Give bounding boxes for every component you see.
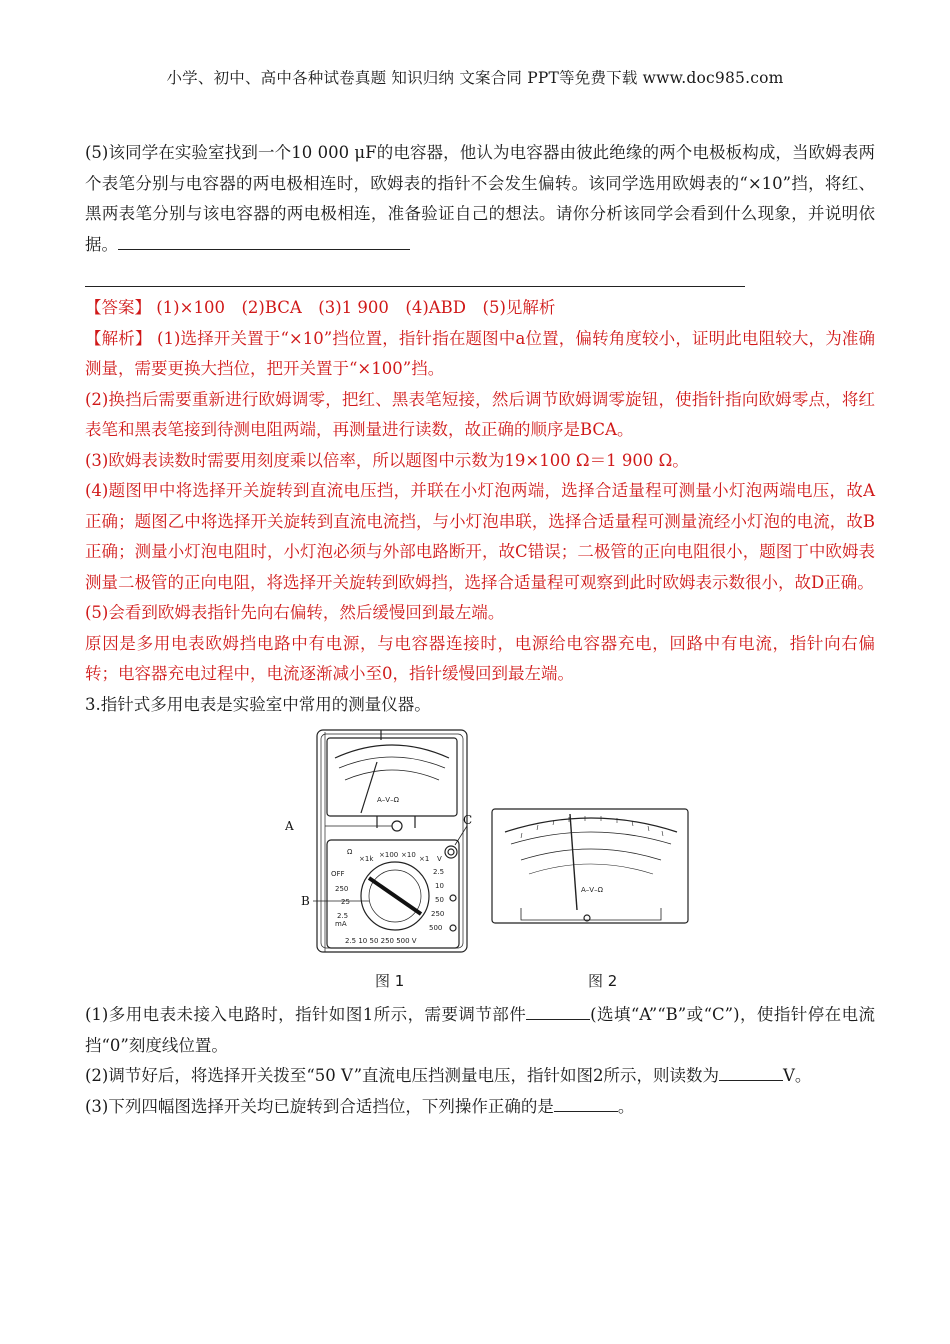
analysis-text-1: (1)选择开关置于“×10”挡位置，指针指在题图中a位置，偏转角度较小，证明此电阻较大，为准确测量，需要更换大挡位，把开关置于“×100”挡。 <box>85 328 875 378</box>
dial-label-250ma: 250 <box>335 885 349 893</box>
blank-2[interactable] <box>719 1062 783 1081</box>
dial-label-ma: mA <box>335 920 347 928</box>
sub-question-3 <box>85 1092 875 1123</box>
sub-question-1 <box>85 1000 875 1061</box>
dial-label-10v: 10 <box>435 882 444 890</box>
figure-1-caption: 图 1 <box>375 972 405 990</box>
answer-text: (1)×100 (2)BCA (3)1 900 (4)ABD (5)见解析 <box>156 298 556 317</box>
analysis-label: 【解析】 <box>85 328 152 348</box>
analysis-p4: (4)题图甲中将选择开关旋转到直流电压挡，并联在小灯泡两端，选择合适量程可测量小灯泡两端电压，故A正确；题图乙中将选择开关旋转到直流电流挡，与小灯泡串联，选择合适量程可测量流经小灯泡的电流，故B正确；测量小灯泡电阻时，小灯泡必须与外部电路断开，故C错误；二极管的正向电阻很小，题图丁中欧姆表测量二极管的正向电阻，将选择开关旋转到欧姆挡，选择合适量程可观察到此时欧姆表示数很小，故D正确。 <box>85 481 875 592</box>
question-5-text: (5)该同学在实验室找到一个10 000 μF的电容器，他认为电容器由彼此绝缘的两个电极板构成，当欧姆表两个表笔分别与电容器的两电极相连时，欧姆表的指针不会发生偏转。该同学选用欧姆表的“×10”挡，将红、黑两表笔分别与该电容器的两电极相连，准备验证自己的想法。请你分析该同学会看到什么现象，并说明依据。 <box>85 143 875 254</box>
sub-question-2 <box>85 1061 875 1092</box>
dial-label-25ma: 25 <box>341 898 350 906</box>
sub-question-1-text-b: (选填“A”“B”或“C”)，使指针停在电流挡“0”刻度线位置。 <box>85 1005 875 1055</box>
figure-2-caption: 图 2 <box>588 972 618 990</box>
dial-label-x100: ×100 <box>379 851 399 859</box>
question-5 <box>85 138 875 260</box>
page-header: 小学、初中、高中各种试卷真题 知识归纳 文案合同 PPT等免费下载 www.doc985.com <box>166 69 784 87</box>
dial-label-2-5v: 2.5 <box>433 868 445 876</box>
dial-label-x1k: ×1k <box>359 855 374 863</box>
label-c: C <box>463 813 473 827</box>
dial-label-50v: 50 <box>435 896 444 904</box>
dial-label-500v: 500 <box>429 924 443 932</box>
multimeter-figure-1 <box>285 728 475 954</box>
sub-question-3-text-b: 。 <box>617 1096 635 1116</box>
dial-label-ohm: Ω <box>347 848 353 856</box>
question-3-title: 3.指针式多用电表是实验室中常用的测量仪器。 <box>85 694 431 714</box>
meter-face-figure-2 <box>491 808 691 928</box>
analysis-p3: (3)欧姆表读数时需要用刻度乘以倍率，所以题图中示数为19×100 Ω＝1 900 Ω。 <box>85 450 689 470</box>
sub-question-2-text-b: V。 <box>783 1066 812 1085</box>
scale-text-2: A–V–Ω <box>581 886 603 894</box>
answer-line[interactable] <box>85 260 745 287</box>
answer-blank[interactable] <box>118 231 410 250</box>
sub-question-1-text-a: (1)多用电表未接入电路时，指针如图1所示，需要调节部件 <box>85 1005 527 1024</box>
analysis-p6: 原因是多用电表欧姆挡电路中有电源，与电容器连接时，电源给电容器充电，回路中有电流，指针向右偏转；电容器充电过程中，电流逐渐减小至0，指针缓慢回到最左端。 <box>85 633 875 683</box>
dial-label-v: V <box>437 855 442 863</box>
dial-label-2-5ma: 2.5 <box>337 912 349 920</box>
multimeter-figures <box>85 728 875 990</box>
analysis-p1 <box>85 324 875 385</box>
scale-text-1: A–V–Ω <box>377 796 399 804</box>
analysis-p5: (5)会看到欧姆表指针先向右偏转，然后缓慢回到最左端。 <box>85 603 505 622</box>
label-b: B <box>301 894 310 908</box>
analysis-p2: (2)换挡后需要重新进行欧姆调零，把红、黑表笔短接，然后调节欧姆调零旋钮，使指针指向欧姆零点，将红表笔和黑表笔接到待测电阻两端，再测量进行读数，故正确的顺序是BCA。 <box>85 389 875 439</box>
blank-1[interactable] <box>526 1001 590 1020</box>
dial-label-off: OFF <box>331 870 345 878</box>
answer-label: 【答案】 <box>85 298 151 317</box>
dial-label-x10: ×10 <box>401 851 416 859</box>
dial-label-250v: 250 <box>431 910 445 918</box>
document-body <box>85 138 875 1122</box>
bottom-dial-labels: 2.5 10 50 250 500 V <box>345 937 417 945</box>
sub-question-3-text-a: (3)下列四幅图选择开关均已旋转到合适挡位，下列操作正确的是 <box>85 1096 554 1116</box>
label-a: A <box>285 819 294 833</box>
dial-label-x1: ×1 <box>419 855 430 863</box>
answer-section <box>85 293 875 324</box>
blank-3[interactable] <box>554 1093 618 1112</box>
sub-question-2-text-a: (2)调节好后，将选择开关拨至“50 V”直流电压挡测量电压，指针如图2所示，则读数为 <box>85 1066 720 1085</box>
